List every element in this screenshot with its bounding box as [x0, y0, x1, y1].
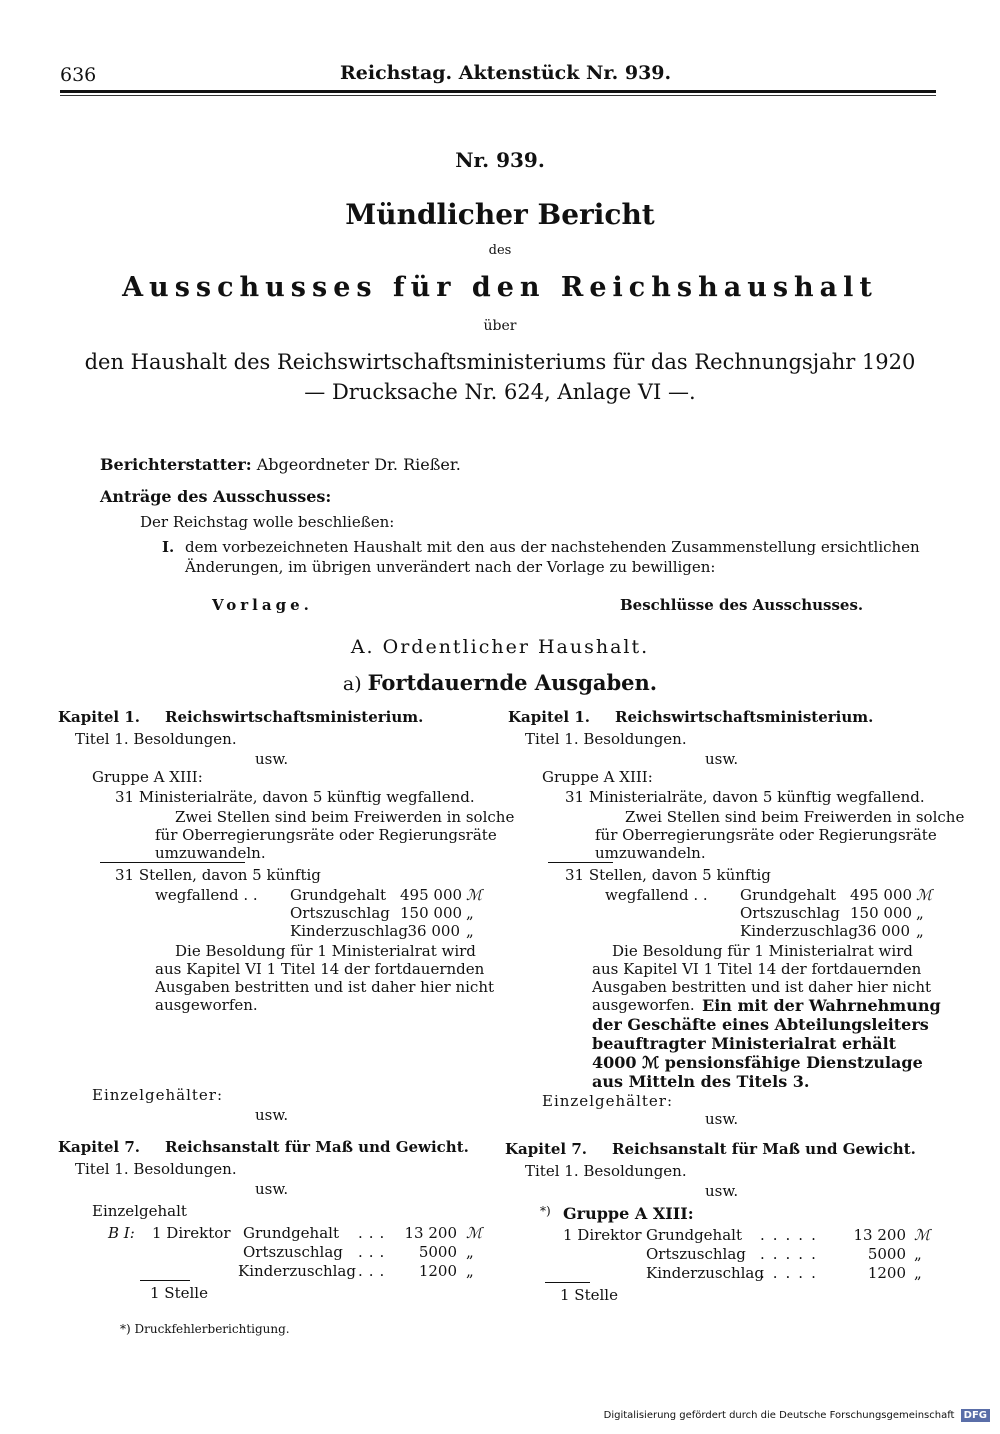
footer-text: Digitalisierung gefördert durch die Deutsche Forschungsgemeinschaft: [603, 1410, 955, 1421]
left-o2-dots: ...: [358, 1243, 391, 1261]
left-note-3: umzuwandeln.: [155, 844, 266, 862]
left-besoldung-2: aus Kapitel VI 1 Titel 14 der fortdauernden: [155, 960, 485, 978]
document-title: Mündlicher Bericht: [345, 198, 655, 231]
right-einzelgehaelter: Einzelgehälter:: [542, 1092, 673, 1110]
item-number: I.: [162, 538, 175, 556]
item-line-1: dem vorbezeichneten Haushalt mit den aus der nachstehenden Zusammenstellung ersichtlichen: [185, 538, 920, 556]
right-usw-3: usw.: [705, 1182, 739, 1200]
left-kinderzuschlag-unit: „: [466, 922, 474, 940]
left-grundgehalt-value: 495 000: [400, 886, 463, 904]
left-stellen-1: 31 Stellen, davon 5 künftig: [115, 866, 321, 884]
left-k2-label: Kinderzuschlag: [238, 1262, 356, 1280]
right-stellen-2: wegfallend . .: [605, 886, 708, 904]
left-gruppe: Gruppe A XIII:: [92, 768, 203, 786]
right-besoldung-4: ausgeworfen.: [592, 996, 695, 1014]
digitization-footer: [604, 1409, 990, 1422]
left-besoldung-3: Ausgaben bestritten und ist daher hier nicht: [155, 978, 495, 996]
right-besoldung-1: Die Besoldung für 1 Ministerialrat wird: [612, 942, 913, 960]
column-head-vorlage: Vorlage.: [212, 596, 313, 614]
left-g2-label: Grundgehalt: [243, 1224, 339, 1242]
column-head-beschluesse: Beschlüsse des Ausschusses.: [620, 596, 864, 614]
footnote: *) Druckfehlerberichtigung.: [120, 1322, 290, 1336]
right-g2-unit: ℳ: [914, 1226, 931, 1244]
left-usw-2: usw.: [255, 1106, 289, 1124]
right-amendment-4: 4000 ℳ pensionsfähige Dienstzulage: [592, 1053, 923, 1072]
subsection-prefix: a): [342, 673, 362, 695]
left-note-2: für Oberregierungsräte oder Regierungsräte: [155, 826, 497, 844]
right-kinderzuschlag-value: 36 000: [857, 922, 910, 940]
left-g2-dots: ...: [358, 1224, 391, 1242]
subject-line: den Haushalt des Reichswirtschaftsministeriums für das Rechnungsjahr 1920: [84, 350, 916, 374]
right-kapitel-1-label: Kapitel 1.: [508, 708, 590, 726]
right-kapitel-7-label: Kapitel 7.: [505, 1140, 587, 1158]
right-o2-unit: „: [914, 1245, 922, 1263]
right-grundgehalt-label: Grundgehalt: [740, 886, 836, 904]
right-kapitel-1-title: Reichswirtschaftsministerium.: [615, 708, 874, 726]
right-g2-label: Grundgehalt: [646, 1226, 742, 1244]
right-k2-unit: „: [914, 1264, 922, 1282]
right-k2-dots: .....: [760, 1264, 824, 1282]
right-o2-label: Ortszuschlag: [646, 1245, 746, 1263]
right-note-2: für Oberregierungsräte oder Regierungsräte: [595, 826, 937, 844]
left-einzelgehaelter: Einzelgehälter:: [92, 1086, 223, 1104]
right-ortszuschlag-label: Ortszuschlag: [740, 904, 840, 922]
left-stelle: 1 Stelle: [150, 1284, 208, 1302]
right-usw-2: usw.: [705, 1110, 739, 1128]
right-kinderzuschlag-label: Kinderzuschlag: [740, 922, 858, 940]
right-ortszuschlag-value: 150 000: [850, 904, 913, 922]
right-g2-value: 13 200: [853, 1226, 906, 1244]
left-kinderzuschlag-label: Kinderzuschlag: [290, 922, 408, 940]
antraege-heading: Anträge des Ausschusses:: [100, 487, 332, 506]
left-kapitel-1-label: Kapitel 1.: [58, 708, 140, 726]
right-grundgehalt-value: 495 000: [850, 886, 913, 904]
left-titel-7: Titel 1. Besoldungen.: [75, 1160, 237, 1178]
left-grundgehalt-label: Grundgehalt: [290, 886, 386, 904]
left-kapitel-1-title: Reichswirtschaftsministerium.: [165, 708, 424, 726]
left-kapitel-7-title: Reichsanstalt für Maß und Gewicht.: [165, 1138, 469, 1156]
right-usw: usw.: [705, 750, 739, 768]
left-ministerialraete: 31 Ministerialräte, davon 5 künftig wegfallend.: [115, 788, 475, 806]
right-amendment-3: beauftragter Ministerialrat erhält: [592, 1034, 897, 1053]
subsection-heading: Fortdauernde Ausgaben.: [367, 670, 658, 695]
right-gruppe-2: Gruppe A XIII:: [563, 1204, 694, 1223]
left-usw: usw.: [255, 750, 289, 768]
right-note-1: Zwei Stellen sind beim Freiwerden in solche: [625, 808, 965, 826]
right-amendment-1: Ein mit der Wahrnehmung: [702, 996, 941, 1015]
document-number: Nr. 939.: [455, 148, 545, 172]
right-gruppe: Gruppe A XIII:: [542, 768, 653, 786]
berichterstatter-value: Abgeordneter Dr. Rießer.: [256, 455, 461, 474]
right-amendment-5: aus Mitteln des Titels 3.: [592, 1072, 810, 1091]
left-kinderzuschlag-value: 36 000: [407, 922, 460, 940]
left-o2-value: 5000: [418, 1243, 457, 1261]
left-k2-unit: „: [466, 1262, 474, 1280]
page-number: 636: [60, 64, 97, 86]
header-rule: [60, 90, 936, 93]
right-titel-7: Titel 1. Besoldungen.: [525, 1162, 687, 1180]
right-divider-1: [548, 862, 613, 863]
right-amendment-2: der Geschäfte eines Abteilungsleiters: [592, 1015, 929, 1034]
left-g2-unit: ℳ: [466, 1224, 483, 1242]
left-bi: B I:: [108, 1224, 135, 1242]
left-stellen-2: wegfallend . .: [155, 886, 258, 904]
left-einzelgehalt: Einzelgehalt: [92, 1202, 187, 1220]
left-besoldung-4: ausgeworfen.: [155, 996, 258, 1014]
right-g2-dots: .....: [760, 1226, 824, 1244]
right-o2-value: 5000: [867, 1245, 906, 1263]
left-direktor: 1 Direktor: [152, 1224, 231, 1242]
berichterstatter-label: Berichterstatter:: [100, 455, 252, 474]
title-des: des: [488, 243, 512, 258]
left-divider-2: [140, 1280, 190, 1281]
right-stellen-1: 31 Stellen, davon 5 künftig: [565, 866, 771, 884]
left-ortszuschlag-unit: „: [466, 904, 474, 922]
left-titel-1: Titel 1. Besoldungen.: [75, 730, 237, 748]
right-note-3: umzuwandeln.: [595, 844, 706, 862]
left-ortszuschlag-label: Ortszuschlag: [290, 904, 390, 922]
dfg-logo: DFG: [961, 1409, 990, 1422]
print-reference: — Drucksache Nr. 624, Anlage VI —.: [304, 380, 696, 404]
right-besoldung-2: aus Kapitel VI 1 Titel 14 der fortdauernden: [592, 960, 922, 978]
right-stelle: 1 Stelle: [560, 1286, 618, 1304]
right-direktor: 1 Direktor: [563, 1226, 642, 1244]
right-o2-dots: .....: [760, 1245, 824, 1263]
right-kapitel-7-title: Reichsanstalt für Maß und Gewicht.: [612, 1140, 916, 1158]
title-ueber: über: [483, 318, 517, 334]
right-ministerialraete: 31 Ministerialräte, davon 5 künftig wegfallend.: [565, 788, 925, 806]
right-k2-label: Kinderzuschlag: [646, 1264, 764, 1282]
right-asterisk: *): [540, 1204, 551, 1218]
item-line-2: Änderungen, im übrigen unverändert nach der Vorlage zu bewilligen:: [185, 558, 716, 576]
left-k2-dots: ...: [358, 1262, 391, 1280]
left-divider-1: [100, 862, 245, 863]
right-grundgehalt-unit: ℳ: [916, 886, 933, 904]
left-grundgehalt-unit: ℳ: [466, 886, 483, 904]
header-rule-thin: [60, 95, 936, 96]
left-besoldung-1: Die Besoldung für 1 Ministerialrat wird: [175, 942, 476, 960]
left-note-1: Zwei Stellen sind beim Freiwerden in solche: [175, 808, 515, 826]
section-heading: A. Ordentlicher Haushalt.: [350, 636, 650, 658]
reichstag-line: Der Reichstag wolle beschließen:: [140, 513, 395, 531]
right-besoldung-3: Ausgaben bestritten und ist daher hier nicht: [592, 978, 932, 996]
right-divider-2: [545, 1282, 590, 1283]
left-o2-label: Ortszuschlag: [243, 1243, 343, 1261]
left-o2-unit: „: [466, 1243, 474, 1261]
left-k2-value: 1200: [418, 1262, 457, 1280]
right-kinderzuschlag-unit: „: [916, 922, 924, 940]
right-k2-value: 1200: [867, 1264, 906, 1282]
left-usw-3: usw.: [255, 1180, 289, 1198]
committee-title: Ausschusses für den Reichshaushalt: [122, 272, 878, 303]
left-g2-value: 13 200: [404, 1224, 457, 1242]
right-titel-1: Titel 1. Besoldungen.: [525, 730, 687, 748]
left-kapitel-7-label: Kapitel 7.: [58, 1138, 140, 1156]
left-ortszuschlag-value: 150 000: [400, 904, 463, 922]
running-title: Reichstag. Aktenstück Nr. 939.: [340, 62, 672, 84]
right-ortszuschlag-unit: „: [916, 904, 924, 922]
